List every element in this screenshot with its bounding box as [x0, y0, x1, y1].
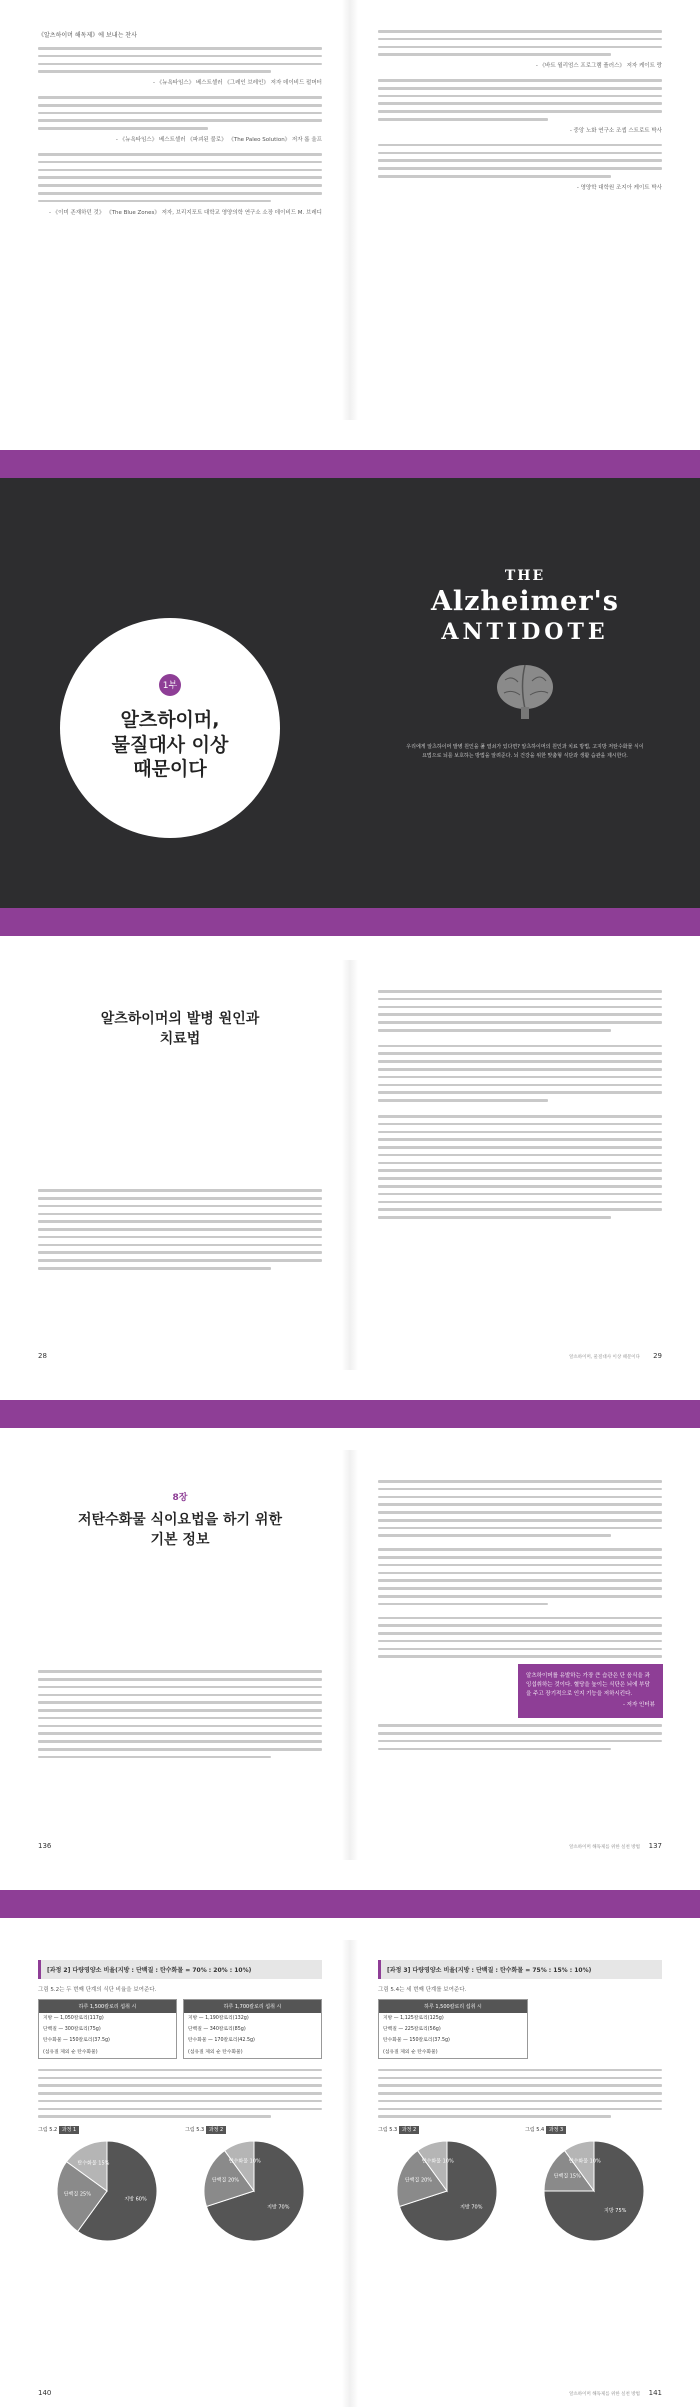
pie-slice-label: 단백질 20% — [211, 2177, 239, 2184]
chapter-spread — [0, 960, 700, 1370]
divider-band — [0, 908, 700, 936]
part-number-badge: 1부 — [159, 674, 181, 696]
chapter-page-right — [350, 960, 700, 1370]
calorie-tables — [38, 1999, 322, 2059]
book-title-logo: THE Alzheimer's ANTIDOTE — [390, 568, 660, 729]
pie-slice-label: 탄수화물 15% — [76, 2160, 109, 2167]
chapter-number: 8장 — [172, 1493, 188, 1503]
page-number: 137 — [648, 1842, 662, 1850]
step-box-header: [과정 2] 다량영양소 비율(지방 : 단백질 : 탄수화물 = 70% : 20% : 10%) — [38, 1960, 322, 1979]
part-title: 알츠하이머, 물질대사 이상 때문이다 — [111, 708, 229, 781]
praise-attribution: - 중앙 노화 연구소 조셉 스트로트 박사 — [569, 127, 662, 134]
praise-attribution: - 《이미 존재하던 것》 《The Blue Zones》 저자, 브리지포트 대학교 영양의학 연구소 소장 데이비드 M. 브레디 — [48, 209, 322, 216]
chapter-page-left — [0, 960, 350, 1370]
page-number: 29 — [653, 1352, 662, 1360]
praise-spread — [0, 0, 700, 420]
chapter8-spread — [0, 1450, 700, 1860]
pie-chart — [52, 2136, 162, 2246]
pie-chart — [199, 2136, 309, 2246]
divider-band — [0, 450, 700, 478]
divider-band — [0, 1890, 700, 1918]
pie-slice-label: 탄수화물 10% — [228, 2158, 261, 2165]
part-title-circle — [60, 618, 280, 838]
page-number: 136 — [38, 1842, 52, 1850]
chart-page-right — [350, 1940, 700, 2407]
calorie-table: 하루 1,500칼로리 섭취 시 지방 — 1,050칼로리(117g) 단백질 — 300칼로리(75g) 탄수화물 — 150칼로리(37.5g) (섬유질 제외 순 탄수화물) — [38, 1999, 177, 2059]
part-opener-spread — [0, 478, 700, 908]
page-number: 140 — [38, 2389, 52, 2397]
praise-header: 《알츠하이머 해독제》에 보내는 찬사 — [38, 32, 137, 39]
running-header: 알츠하이머 해독제를 위한 실천 방법 — [569, 1845, 640, 1850]
praise-page-right — [350, 0, 700, 420]
page-number: 28 — [38, 1352, 47, 1360]
praise-attribution: - 영양학 대학원 조지아 케이트 박사 — [576, 184, 662, 191]
pie-charts-left — [38, 2126, 322, 2246]
pie-chart-block: 그림 5.3 과정 2 지방 70% 단백질 20% 탄수화물 10% — [185, 2126, 322, 2246]
divider-band — [0, 1400, 700, 1428]
praise-attribution: - 《뉴욕타임스》 베스트셀러 《그레인 브레인》 저자 데이비드 펄머터 — [152, 80, 322, 87]
page-number: 141 — [648, 2389, 662, 2397]
pie-slice-label: 탄수화물 10% — [421, 2158, 454, 2165]
praise-attribution: - 《뉴욕타임스》 베스트셀러 《파괴된 불로》 《The Paleo Solution》 저자 롭 울프 — [115, 137, 322, 144]
pie-slice-label: 단백질 15% — [553, 2173, 581, 2180]
pie-chart-block: 그림 5.4 과정 3 지방 75% 단백질 15% 탄수화물 10% — [525, 2126, 662, 2246]
pie-chart-block: 그림 5.2 과정 1 지방 60% 단백질 25% 탄수화물 15% — [38, 2126, 175, 2246]
step-box-header: [과정 3] 다량영양소 비율(지방 : 단백질 : 탄수화물 = 75% : 15% : 10%) — [378, 1960, 662, 1979]
running-header: 알츠하이머, 물질대사 이상 때문이다 — [569, 1355, 640, 1360]
chart-spread — [0, 1940, 700, 2407]
step-box-subtitle: 그림 5.4는 세 번째 단계를 보여준다. — [378, 1987, 467, 1993]
chapter-title: 알츠하이머의 발병 원인과 치료법 — [100, 1011, 260, 1047]
running-header: 알츠하이머 해독제를 위한 실천 방법 — [569, 2392, 640, 2397]
part-opener-left — [0, 478, 350, 908]
chart-page-left — [0, 1940, 350, 2407]
praise-page-left — [0, 0, 350, 420]
brain-icon — [490, 655, 560, 725]
pull-quote: 알츠하이머를 유발하는 가장 큰 습관은 단 음식을 과잉섭취하는 것이다. 혈당을 높이는 식단은 뇌에 부담을 주고 장기적으로 인지 기능을 저하시킨다. - 저자 인터뷰 — [518, 1664, 663, 1718]
pie-chart-block: 그림 5.3 과정 2 지방 70% 단백질 20% 탄수화물 10% — [378, 2126, 515, 2246]
step-box-subtitle: 그림 5.2는 두 번째 단계의 식단 비율을 보여준다. — [38, 1987, 157, 1993]
pie-slice-label: 지방 70% — [459, 2204, 482, 2211]
pie-slice-label: 단백질 20% — [404, 2177, 432, 2184]
part-opener-right — [350, 478, 700, 908]
chapter-title: 저탄수화물 식이요법을 하기 위한 기본 정보 — [78, 1512, 282, 1548]
pie-slice-label: 탄수화물 10% — [568, 2158, 601, 2165]
chapter8-page-left — [0, 1450, 350, 1860]
pie-chart — [539, 2136, 649, 2246]
calorie-table: 하루 1,500칼로리 섭취 시 지방 — 1,125칼로리(125g) 단백질 — 225칼로리(56g) 탄수화물 — 150칼로리(37.5g) (섬유질 제외 순 탄수화물) — [378, 1999, 528, 2059]
calorie-table: 하루 1,700칼로리 섭취 시 지방 — 1,190칼로리(132g) 단백질 — 340칼로리(85g) 탄수화물 — 170칼로리(42.5g) (섬유질 제외 순 탄수화물) — [183, 1999, 322, 2059]
pie-slice-label: 단백질 25% — [63, 2191, 91, 2198]
pie-chart — [392, 2136, 502, 2246]
calorie-tables — [378, 1999, 662, 2059]
cover-description: 우리에게 알츠하이머 발병 원인을 풀 열쇠가 있다면? 알츠하이머의 원인과 치료 방법, 고지방 저탄수화물 식이요법으로 뇌를 보호하는 방법을 알려준다. 뇌 건강을 위한 맞춤형 식단과 생활 습관을 제시한다. — [406, 744, 644, 759]
pie-slice-label: 지방 60% — [123, 2196, 147, 2203]
pie-slice-label: 지방 70% — [266, 2204, 289, 2211]
chapter8-page-right — [350, 1450, 700, 1860]
praise-attribution: - 《바트 윌리엄스 프로그램 플러스》 저자 케이트 랑 — [535, 63, 662, 70]
pie-slice-label: 지방 75% — [603, 2208, 626, 2215]
pie-charts-right — [378, 2126, 662, 2246]
